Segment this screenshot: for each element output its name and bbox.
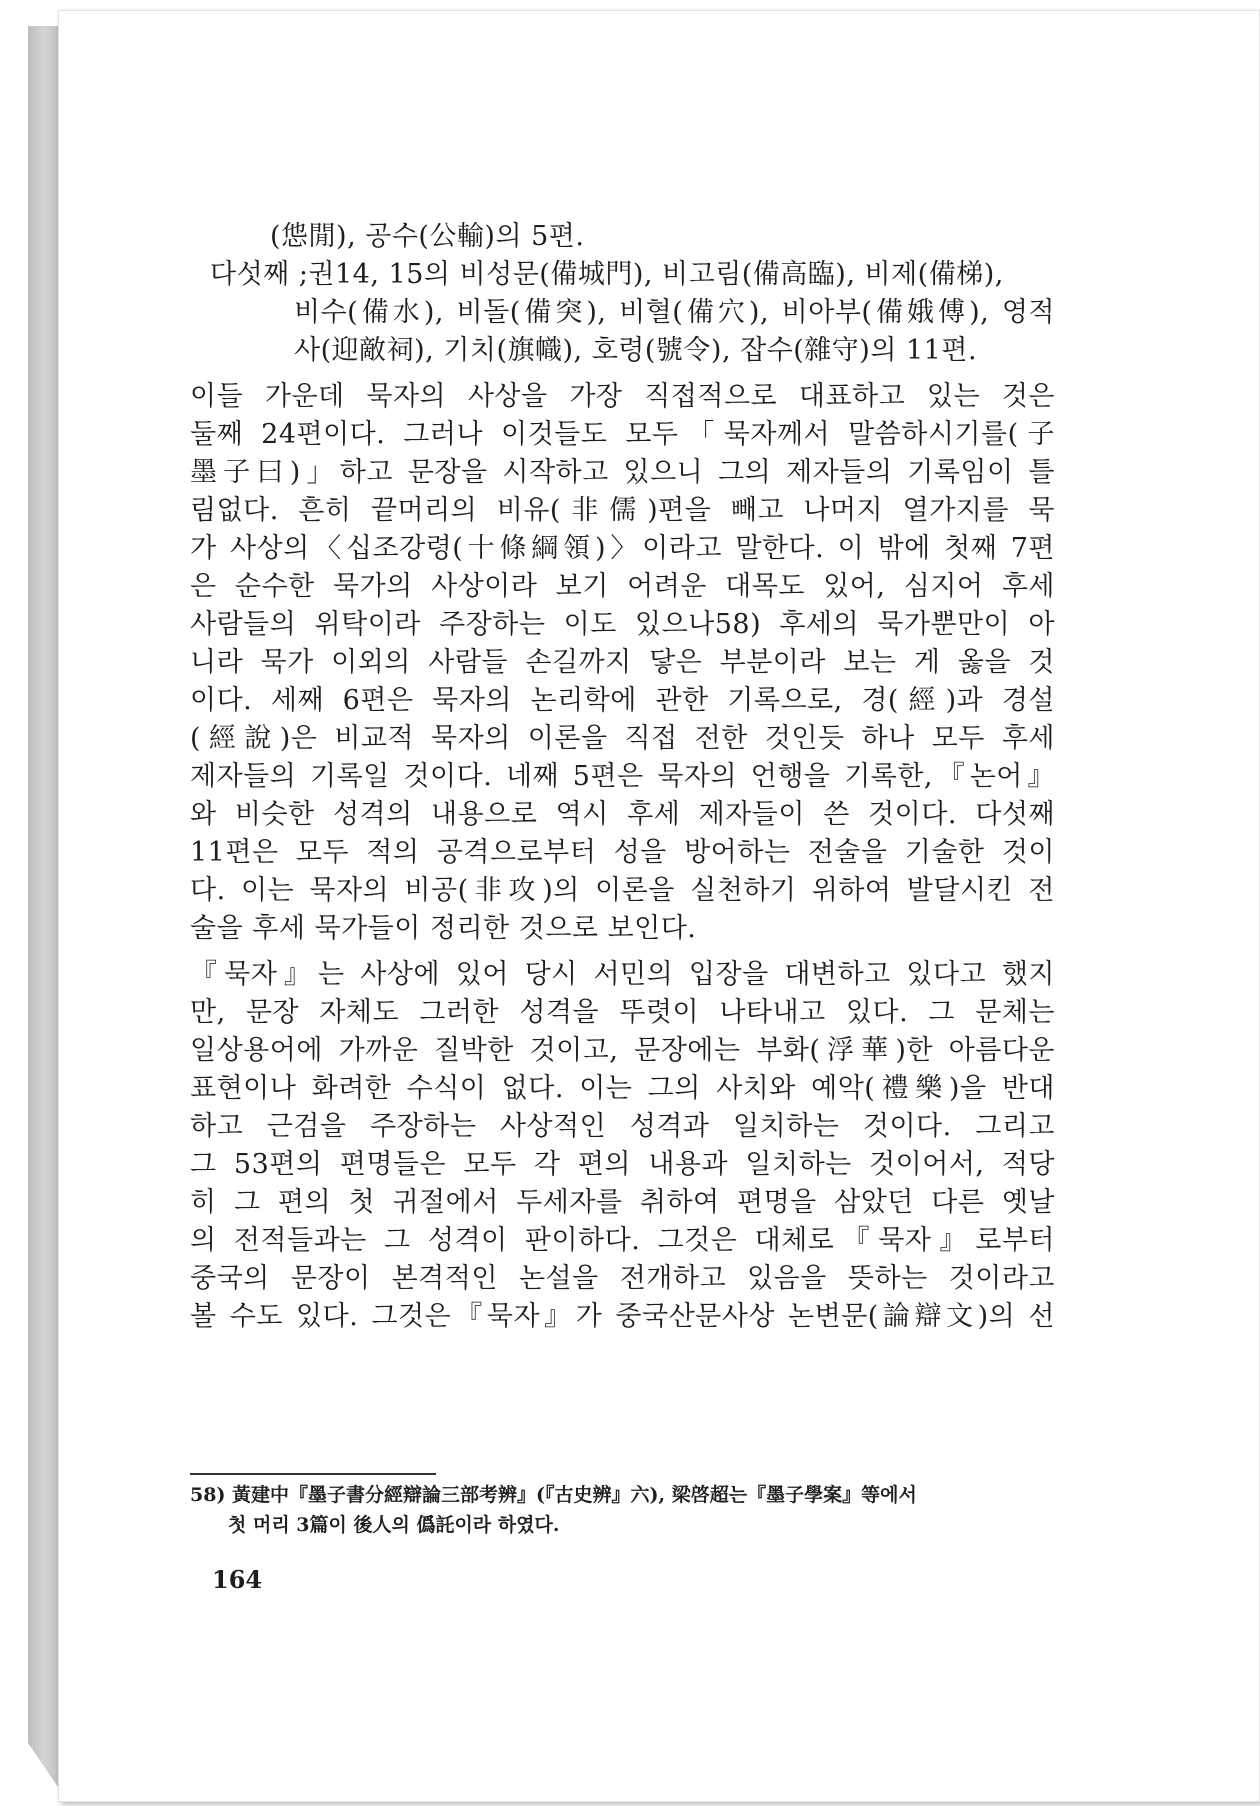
paragraph-line: 둘째 24편이다. 그러나 이것들도 모두「묵자께서 말씀하시기를(子 <box>190 419 1055 450</box>
paragraph-line: 히 그 편의 첫 귀절에서 두세자를 취하여 편명을 삼았던 다른 옛날 <box>190 1187 1055 1218</box>
paragraph-line: 술을 후세 묵가들이 정리한 것으로 보인다. <box>190 913 697 944</box>
paragraph-line: 그 53편의 편명들은 모두 각 편의 내용과 일치하는 것이어서, 적당 <box>190 1149 1055 1180</box>
paragraph-line: (經說)은 비교적 묵자의 이론을 직접 전한 것인듯 하나 모두 후세 <box>190 723 1055 754</box>
list-line-4: 사(迎敵祠), 기치(旗幟), 호령(號令), 잡수(雜守)의 11편. <box>294 335 978 366</box>
paragraph-line: 하고 근검을 주장하는 사상적인 성격과 일치하는 것이다. 그리고 <box>190 1111 1055 1142</box>
paragraph-line: 사람들의 위탁이라 주장하는 이도 있으나58) 후세의 묵가뿐만이 아 <box>190 609 1055 640</box>
paragraph-1 <box>190 378 1055 948</box>
footnote-58-line-1: 58) 黃建中『墨子書分經辯論三部考辨』(『古史辨』六), 梁啓超는『墨子學案』等에서 <box>190 1484 917 1506</box>
paragraph-line: 제자들의 기록일 것이다. 네째 5편은 묵자의 언행을 기록한,『논어』 <box>190 761 1055 792</box>
paragraph-line: 墨子曰)」하고 문장을 시작하고 있으니 그의 제자들의 기록임이 틀 <box>190 457 1055 488</box>
paragraph-line: 니라 묵가 이외의 사람들 손길까지 닿은 부분이라 보는 게 옳을 것 <box>190 647 1055 678</box>
paragraph-line: 만, 문장 자체도 그러한 성격을 뚜렷이 나타내고 있다. 그 문체는 <box>190 997 1055 1028</box>
body-text <box>190 218 1055 1336</box>
paragraph-line: 11편은 모두 적의 공격으로부터 성을 방어하는 전술을 기술한 것이 <box>190 837 1055 868</box>
paragraph-line: 중국의 문장이 본격적인 논설을 전개하고 있음을 뜻하는 것이라고 <box>190 1263 1055 1294</box>
list-line-2: 다섯째 ;권14, 15의 비성문(備城門), 비고림(備高臨), 비제(備梯), <box>210 259 1004 290</box>
page-number: 164 <box>212 1565 263 1594</box>
paragraph-line: 볼 수도 있다. 그것은『묵자』가 중국산문사상 논변문(論辯文)의 선 <box>190 1301 1055 1332</box>
paragraph-line: 『묵자』는 사상에 있어 당시 서민의 입장을 대변하고 있다고 했지 <box>190 959 1055 990</box>
list-line-3: 비수(備水), 비돌(備突), 비혈(備穴), 비아부(備娥傅), 영적 <box>294 297 1055 328</box>
footnote-58-line-2: 첫 머리 3篇이 後人의 僞託이라 하였다. <box>228 1514 560 1536</box>
paragraph-line: 이들 가운데 묵자의 사상을 가장 직접적으로 대표하고 있는 것은 <box>190 381 1055 412</box>
paragraph-line: 이다. 세째 6편은 묵자의 논리학에 관한 기록으로, 경(經)과 경설 <box>190 685 1055 716</box>
list-line-1: (怹閒), 공수(公輸)의 5편. <box>270 221 585 252</box>
footnote-rule <box>190 1473 436 1475</box>
paragraph-line: 다. 이는 묵자의 비공(非攻)의 이론을 실천하기 위하여 발달시킨 전 <box>190 875 1055 906</box>
paragraph-line: 일상용어에 가까운 질박한 것이고, 문장에는 부화(浮華)한 아름다운 <box>190 1035 1055 1066</box>
paragraph-line: 표현이나 화려한 수식이 없다. 이는 그의 사치와 예악(禮樂)을 반대 <box>190 1073 1055 1104</box>
paragraph-line: 의 전적들과는 그 성격이 판이하다. 그것은 대체로『묵자』로부터 <box>190 1225 1055 1256</box>
footnotes <box>190 1480 1055 1540</box>
paragraph-2 <box>190 956 1055 1336</box>
paragraph-line: 은 순수한 묵가의 사상이라 보기 어려운 대목도 있어, 심지어 후세 <box>190 571 1055 602</box>
paragraph-line: 와 비슷한 성격의 내용으로 역시 후세 제자들이 쓴 것이다. 다섯째 <box>190 799 1055 830</box>
paragraph-line: 가 사상의〈십조강령(十條綱領)〉이라고 말한다. 이 밖에 첫째 7편 <box>190 533 1055 564</box>
paragraph-line: 림없다. 흔히 끝머리의 비유(非儒)편을 빼고 나머지 열가지를 묵 <box>190 495 1055 526</box>
